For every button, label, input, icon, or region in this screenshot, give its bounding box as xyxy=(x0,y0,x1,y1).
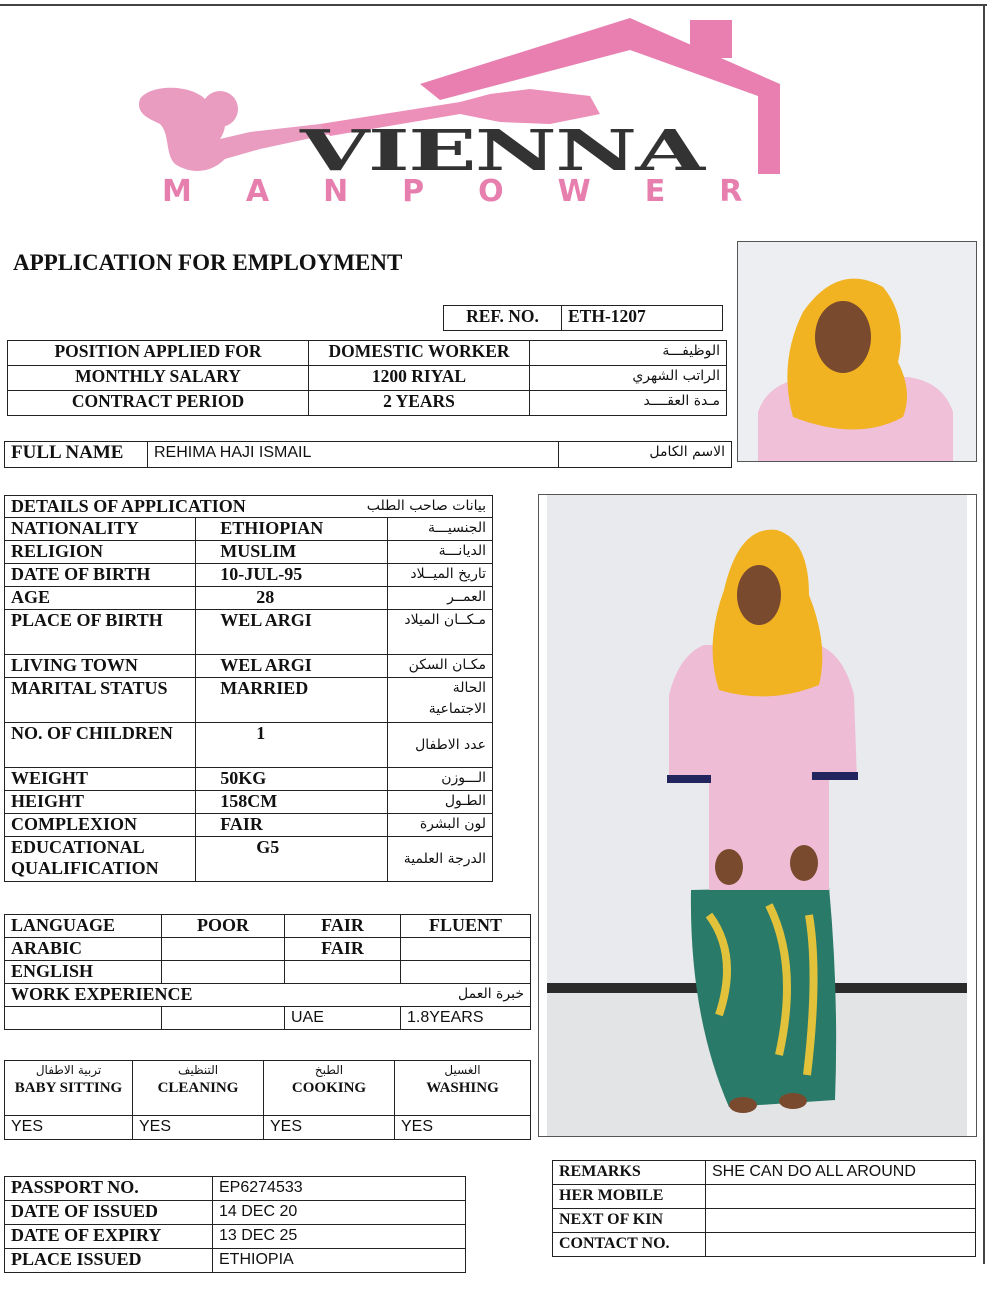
skill-value: YES xyxy=(264,1116,395,1140)
table-row xyxy=(5,1177,466,1201)
passport-table xyxy=(4,1176,466,1273)
language-level xyxy=(401,961,531,984)
full-body-illustration xyxy=(539,495,976,1136)
details-table xyxy=(4,495,493,882)
position-arabic: الوظيفـــة xyxy=(530,341,727,366)
full-name-label: FULL NAME xyxy=(5,442,148,468)
expiry-date-value: 13 DEC 25 xyxy=(213,1225,466,1249)
contract-label: CONTRACT PERIOD xyxy=(8,391,309,416)
table-row xyxy=(553,1233,976,1257)
detail-value: 50KG xyxy=(196,768,387,791)
table-row xyxy=(5,938,531,961)
language-name: ENGLISH xyxy=(5,961,162,984)
skill-english: BABY SITTING xyxy=(14,1080,123,1096)
kin-label: NEXT OF KIN xyxy=(553,1209,706,1233)
salary-label: MONTHLY SALARY xyxy=(8,366,309,391)
detail-label: PLACE OF BIRTH xyxy=(5,610,196,655)
detail-arabic: الجنسيـــة xyxy=(387,518,493,541)
skill-english: CLEANING xyxy=(157,1080,239,1096)
table-row xyxy=(5,564,493,587)
detail-arabic: الديانـــة xyxy=(387,541,493,564)
detail-label: DATE OF BIRTH xyxy=(5,564,196,587)
expiry-date-label: DATE OF EXPIRY xyxy=(5,1225,213,1249)
skill-english: WASHING xyxy=(426,1080,499,1096)
skills-table xyxy=(4,1060,531,1140)
position-value: DOMESTIC WORKER xyxy=(309,341,530,366)
language-table xyxy=(4,914,531,1030)
table-row xyxy=(8,341,727,366)
detail-value: ETHIOPIAN xyxy=(196,518,387,541)
detail-arabic: الـــوزن xyxy=(387,768,493,791)
detail-label: NO. OF CHILDREN xyxy=(5,723,196,768)
skill-header xyxy=(264,1061,395,1116)
fluent-header: FLUENT xyxy=(401,915,531,938)
skill-arabic: التنظيف xyxy=(177,1063,219,1077)
detail-label: AGE xyxy=(5,587,196,610)
table-row xyxy=(5,655,493,678)
table-row xyxy=(5,1007,531,1030)
work-experience-arabic: خبرة العمل xyxy=(401,984,531,1007)
language-level xyxy=(162,938,285,961)
place-issued-value: ETHIOPIA xyxy=(213,1249,466,1273)
table-row xyxy=(5,587,493,610)
salary-value: 1200 RIYAL xyxy=(309,366,530,391)
skill-arabic: الطبخ xyxy=(314,1063,344,1077)
table-row xyxy=(5,837,493,882)
language-header: LANGUAGE xyxy=(5,915,162,938)
table-row xyxy=(5,1249,466,1273)
detail-value: MUSLIM xyxy=(196,541,387,564)
detail-label: RELIGION xyxy=(5,541,196,564)
detail-arabic: مـكــان الميلاد xyxy=(387,610,493,655)
detail-value: FAIR xyxy=(196,814,387,837)
salary-arabic: الراتب الشهري xyxy=(530,366,727,391)
table-row xyxy=(5,1225,466,1249)
details-heading-arabic: بيانات صاحب الطلب xyxy=(387,496,493,518)
table-row xyxy=(5,984,531,1007)
remarks-label: REMARKS xyxy=(553,1161,706,1185)
table-row xyxy=(553,1161,976,1185)
ref-value: ETH-1207 xyxy=(562,306,723,331)
brand-name: VIENNA xyxy=(300,118,704,184)
language-level: FAIR xyxy=(285,938,401,961)
skill-value: YES xyxy=(5,1116,133,1140)
table-row xyxy=(5,791,493,814)
full-name-arabic: الاسم الكامل xyxy=(559,442,732,468)
full-name-table xyxy=(4,441,732,468)
detail-value: 28 xyxy=(196,587,387,610)
table-row xyxy=(5,723,493,768)
detail-value: WEL ARGI xyxy=(196,655,387,678)
detail-value: 1 xyxy=(196,723,387,768)
skill-value: YES xyxy=(133,1116,264,1140)
passport-value: EP6274533 xyxy=(213,1177,466,1201)
work-country: UAE xyxy=(285,1007,401,1030)
skill-header xyxy=(5,1061,133,1116)
table-row xyxy=(5,518,493,541)
detail-label: COMPLEXION xyxy=(5,814,196,837)
company-logo xyxy=(130,14,810,214)
mobile-label: HER MOBILE xyxy=(553,1185,706,1209)
detail-value: MARRIED xyxy=(196,678,387,723)
detail-label: MARITAL STATUS xyxy=(5,678,196,723)
detail-arabic: الحالة الاجتماعية xyxy=(387,678,493,723)
page-title: APPLICATION FOR EMPLOYMENT xyxy=(13,250,403,275)
full-name-value: REHIMA HAJI ISMAIL xyxy=(148,442,559,468)
ref-label: REF. NO. xyxy=(444,306,562,331)
language-level xyxy=(162,961,285,984)
table-row xyxy=(5,961,531,984)
detail-arabic: عدد الاطفال xyxy=(387,723,493,768)
portrait-illustration xyxy=(738,242,976,461)
passport-label: PASSPORT NO. xyxy=(5,1177,213,1201)
kin-value xyxy=(706,1209,976,1233)
work-cell xyxy=(5,1007,162,1030)
skill-header xyxy=(395,1061,531,1116)
detail-arabic: العمــر xyxy=(387,587,493,610)
skill-arabic: الغسيل xyxy=(444,1063,481,1077)
table-row xyxy=(8,366,727,391)
mobile-value xyxy=(706,1185,976,1209)
remarks-value: SHE CAN DO ALL AROUND xyxy=(706,1161,976,1185)
ref-table xyxy=(443,305,723,331)
brand-subtitle: MANPOWER xyxy=(162,174,797,209)
contact-value xyxy=(706,1233,976,1257)
work-cell xyxy=(162,1007,285,1030)
place-issued-label: PLACE ISSUED xyxy=(5,1249,213,1273)
work-experience-label: WORK EXPERIENCE xyxy=(5,984,401,1007)
detail-value: WEL ARGI xyxy=(196,610,387,655)
detail-value: 10-JUL-95 xyxy=(196,564,387,587)
table-row xyxy=(5,541,493,564)
detail-label: NATIONALITY xyxy=(5,518,196,541)
position-table xyxy=(7,340,727,416)
top-border xyxy=(0,4,987,6)
skill-arabic: تربية الاطفال xyxy=(35,1063,102,1077)
details-heading: DETAILS OF APPLICATION xyxy=(5,496,388,518)
table-row xyxy=(5,1061,531,1116)
portrait-photo xyxy=(737,241,977,462)
details-header-row xyxy=(5,496,493,518)
detail-arabic: لون البشرة xyxy=(387,814,493,837)
detail-label: EDUCATIONAL QUALIFICATION xyxy=(5,837,196,882)
detail-arabic: مكـان السكن xyxy=(387,655,493,678)
table-row xyxy=(5,915,531,938)
language-level xyxy=(401,938,531,961)
language-level xyxy=(285,961,401,984)
issue-date-value: 14 DEC 20 xyxy=(213,1201,466,1225)
table-row xyxy=(5,814,493,837)
full-body-photo xyxy=(538,494,977,1137)
language-name: ARABIC xyxy=(5,938,162,961)
poor-header: POOR xyxy=(162,915,285,938)
skill-header xyxy=(133,1061,264,1116)
contract-arabic: مـدة العقــــد xyxy=(530,391,727,416)
detail-arabic: الطـول xyxy=(387,791,493,814)
work-duration: 1.8YEARS xyxy=(401,1007,531,1030)
detail-value: 158CM xyxy=(196,791,387,814)
contract-value: 2 YEARS xyxy=(309,391,530,416)
skill-english: COOKING xyxy=(291,1080,367,1096)
table-row xyxy=(5,1116,531,1140)
issue-date-label: DATE OF ISSUED xyxy=(5,1201,213,1225)
detail-label: HEIGHT xyxy=(5,791,196,814)
detail-label: WEIGHT xyxy=(5,768,196,791)
table-row xyxy=(5,768,493,791)
right-border xyxy=(983,4,985,1264)
table-row xyxy=(5,1201,466,1225)
table-row xyxy=(5,610,493,655)
detail-value: G5 xyxy=(196,837,387,882)
contact-label: CONTACT NO. xyxy=(553,1233,706,1257)
detail-arabic: الدرجة العلمية xyxy=(387,837,493,882)
table-row xyxy=(553,1185,976,1209)
table-row xyxy=(553,1209,976,1233)
fair-header: FAIR xyxy=(285,915,401,938)
detail-arabic: تاريخ الميــلاد xyxy=(387,564,493,587)
table-row xyxy=(8,391,727,416)
detail-label: LIVING TOWN xyxy=(5,655,196,678)
skill-value: YES xyxy=(395,1116,531,1140)
table-row xyxy=(5,678,493,723)
position-label: POSITION APPLIED FOR xyxy=(8,341,309,366)
remarks-table xyxy=(552,1160,976,1257)
